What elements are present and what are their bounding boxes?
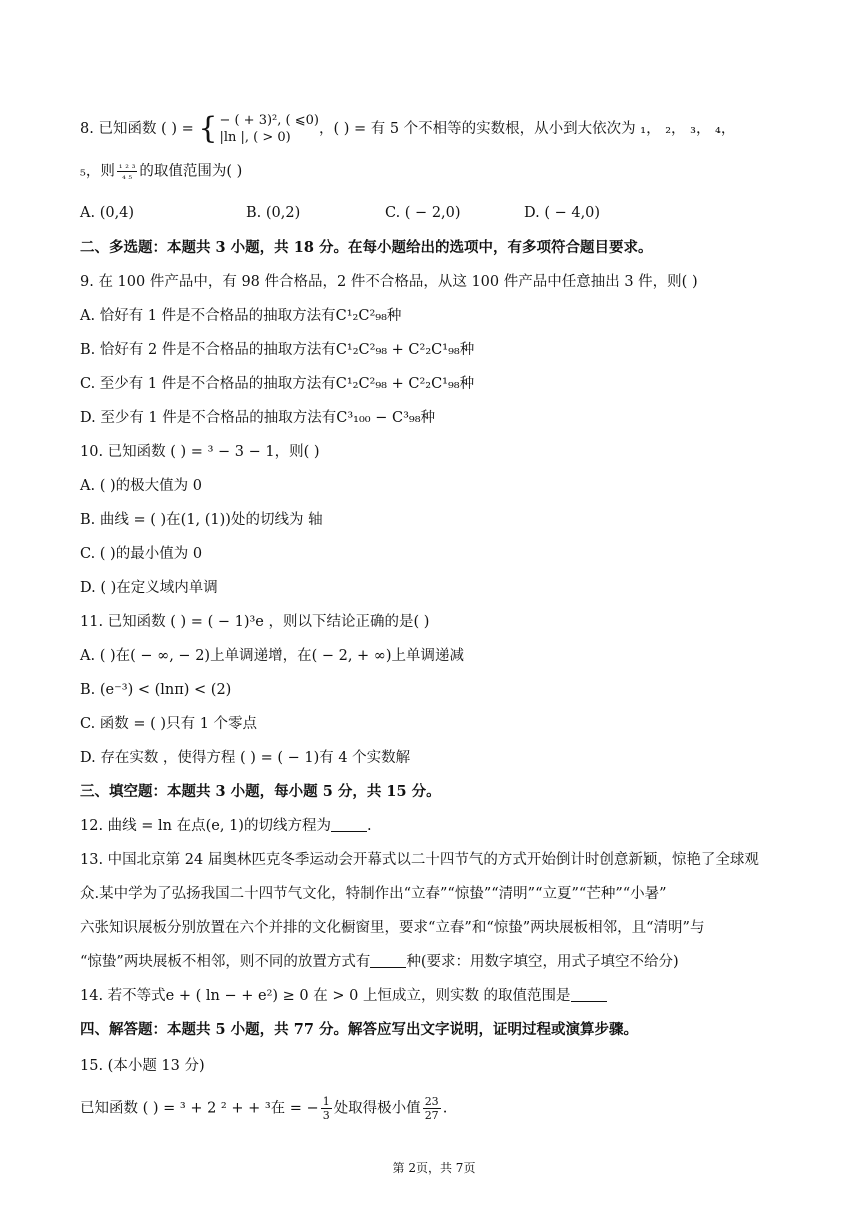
q13-line4-pre: “惊蛰”两块展板不相邻，则不同的放置方式有	[80, 954, 371, 970]
q10-option-a: A. ( )的极大值为 0	[80, 478, 202, 494]
q10-option-c: C. ( )的最小值为 0	[80, 546, 203, 562]
q12-end: .	[366, 818, 372, 834]
q8-frac-num: ₁ ₂ ₃	[118, 161, 136, 171]
section-3-heading: 三、填空题：本题共 3 小题，每小题 5 分，共 15 分。	[80, 783, 441, 800]
q15-pre: 已知函数 ( ) = ³ + 2 ² + + ³在 = −	[80, 1100, 319, 1117]
section-2-heading: 二、多选题：本题共 3 小题，共 18 分。在每小题给出的选项中，有多项符合题目要求。	[80, 239, 653, 256]
q15-fraction-1	[321, 1095, 332, 1122]
q13-answer-blank	[370, 953, 406, 968]
question-12	[80, 816, 372, 836]
q14-answer-blank	[571, 987, 607, 1002]
q8-fraction	[117, 161, 138, 182]
q11-option-b: B. (e⁻³) < (lnπ) < (2)	[80, 682, 232, 698]
q8-option-a: A. (0,4)	[80, 205, 135, 221]
question-14	[80, 986, 607, 1006]
question-11-stem: 11. 已知函数 ( ) = ( − 1)³e ，则以下结论正确的是( )	[80, 614, 430, 630]
q13-line4-post: 种(要求：用数字填空，用式子填空不给分)	[406, 954, 679, 970]
q8-line2-prefix: ₅，则	[80, 163, 115, 180]
q8-case1: − ( + 3)², ( ⩽0)	[219, 113, 319, 128]
q9-option-c: C. 至少有 1 件是不合格品的抽取方法有C¹₂C²₉₈ + C²₂C¹₉₈种	[80, 376, 475, 392]
section-4-heading: 四、解答题：本题共 5 小题，共 77 分。解答应写出文字说明，证明过程或演算步骤。	[80, 1021, 638, 1038]
q15-f1-den: 3	[322, 1109, 330, 1122]
question-13-line3: 六张知识展板分别放置在六个并排的文化橱窗里，要求“立春”和“惊蛰”两块展板相邻，且“清明”与	[80, 920, 705, 936]
question-13-line4	[80, 952, 679, 972]
q8-option-b: B. (0,2)	[246, 205, 301, 221]
q8-option-d: D. ( − 4,0)	[524, 205, 601, 221]
piecewise-brace: {	[198, 111, 218, 146]
q11-option-a: A. ( )在( − ∞, − 2)上单调递增，在( − 2, + ∞)上单调递减	[80, 648, 465, 664]
q8-frac-den: ₄ ₅	[122, 172, 133, 182]
q15-end: .	[442, 1100, 448, 1117]
q10-option-b: B. 曲线 = ( )在(1, (1))处的切线为 轴	[80, 512, 323, 528]
q10-option-d: D. ( )在定义域内单调	[80, 580, 218, 596]
q8-option-c: C. ( − 2,0)	[385, 205, 461, 221]
q11-option-d: D. 存在实数 ，使得方程 ( ) = ( − 1)有 4 个实数解	[80, 750, 411, 766]
question-13-line1: 13. 中国北京第 24 届奥林匹克冬季运动会开幕式以二十四节气的方式开始倒计时创意新颖，惊艳了全球观	[80, 852, 759, 868]
q14-text: 14. 若不等式e + ( ln − + e²) ≥ 0 在 > 0 上恒成立，则实数 的取值范围是	[80, 988, 571, 1004]
q8-prefix: 8. 已知函数 ( ) =	[80, 121, 199, 137]
q12-text: 12. 曲线 = ln 在点(e, 1)的切线方程为	[80, 818, 331, 834]
q15-f2-num: 23	[424, 1095, 439, 1108]
question-10-stem: 10. 已知函数 ( ) = ³ − 3 − 1，则( )	[80, 444, 320, 460]
q8-case2: |ln |, ( > 0)	[219, 130, 291, 145]
q9-option-b: B. 恰好有 2 件是不合格品的抽取方法有C¹₂C²₉₈ + C²₂C¹₉₈种	[80, 342, 475, 358]
q15-f2-den: 27	[424, 1109, 439, 1122]
q8-line2-post: 的取值范围为( )	[139, 163, 243, 180]
question-13-line2: 众.某中学为了弘扬我国二十四节气文化，特制作出“立春”“惊蛰”“清明”“立夏”“芒种”“小暑”	[80, 886, 667, 902]
piecewise-cases	[219, 112, 319, 146]
q15-f1-num: 1	[322, 1095, 330, 1108]
q12-answer-blank	[331, 817, 367, 832]
question-15-body	[80, 1095, 447, 1122]
question-8-line1	[80, 112, 735, 146]
q8-mid: ，( ) = 有 5 个不相等的实数根，从小到大依次为 ₁， ₂， ₃， ₄，	[318, 121, 736, 137]
q9-option-a: A. 恰好有 1 件是不合格品的抽取方法有C¹₂C²₉₈种	[80, 308, 402, 324]
page-footer: 第 2页，共 7页	[392, 1161, 476, 1175]
question-8-line2	[80, 161, 242, 182]
q9-option-d: D. 至少有 1 件是不合格品的抽取方法有C³₁₀₀ − C³₉₈种	[80, 410, 436, 426]
q11-option-c: C. 函数 = ( )只有 1 个零点	[80, 716, 258, 732]
q15-mid: 处取得极小值	[333, 1100, 421, 1117]
q15-fraction-2	[423, 1095, 441, 1122]
question-15-header: 15. (本小题 13 分)	[80, 1058, 205, 1074]
question-9-stem: 9. 在 100 件产品中，有 98 件合格品，2 件不合格品，从这 100 件产品中任意抽出 3 件，则( )	[80, 274, 698, 290]
